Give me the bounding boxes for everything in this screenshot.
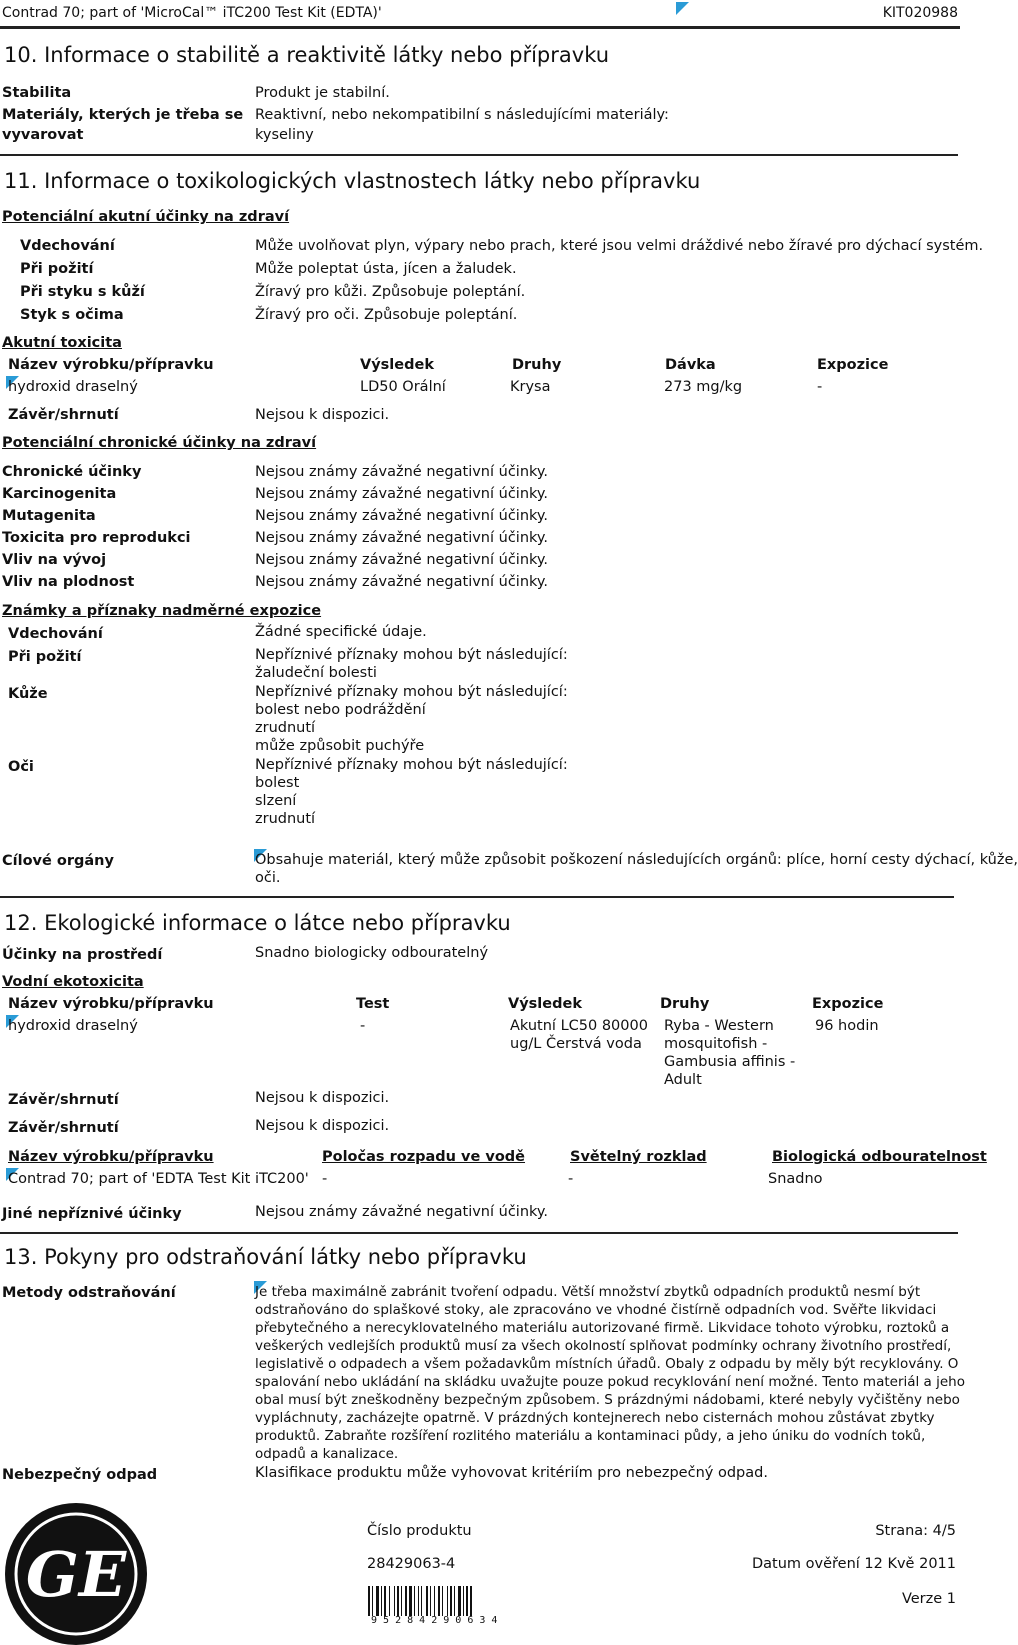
degr-cell: Snadno (768, 1171, 823, 1187)
barcode-bar (458, 1586, 461, 1616)
symptom-value (255, 756, 568, 828)
symptom-label: Oči (8, 759, 34, 775)
section-13-title: 13. Pokyny pro odstraňování látky nebo přípravku (4, 1245, 527, 1269)
barcode-bar (426, 1586, 428, 1616)
barcode-bar (409, 1586, 412, 1616)
chronic-value: Nejsou známy závažné negativní účinky. (255, 486, 549, 502)
degr-header-cell: Poločas rozpadu ve vodě (322, 1149, 526, 1165)
eco-result-line: ug/L Čerstvá voda (510, 1036, 642, 1052)
zaver-value: Nejsou k dispozici. (255, 407, 390, 423)
tox-cell: hydroxid draselný (8, 379, 138, 395)
section-11-title: 11. Informace o toxikologických vlastnostech látky nebo přípravku (4, 169, 701, 193)
barcode-bar (384, 1586, 386, 1616)
acute-toxicity-heading: Akutní toxicita (2, 335, 122, 351)
barcode-bar (381, 1586, 382, 1616)
symptom-label: Kůže (8, 686, 48, 702)
chronic-value: Nejsou známy závažné negativní účinky. (255, 508, 549, 524)
materialy-label (2, 106, 243, 144)
barcode-bar (394, 1586, 395, 1616)
barcode-bar (418, 1586, 419, 1616)
barcode-bar (405, 1586, 407, 1616)
tox-header-cell: Druhy (512, 357, 562, 373)
chronic-label: Karcinogenita (2, 486, 117, 502)
symptom-value: Žádné specifické údaje. (255, 624, 427, 640)
zaver-value: Nejsou k dispozici. (255, 1118, 390, 1134)
nebezpecny-label: Nebezpečný odpad (2, 1467, 158, 1483)
degr-cell: Contrad 70; part of 'EDTA Test Kit iTC200' (8, 1171, 309, 1187)
barcode-bar (454, 1586, 455, 1616)
barcode-bar (450, 1586, 452, 1616)
ucinky-label: Účinky na prostředí (2, 947, 163, 963)
materialy-label-line: Materiály, kterých je třeba se (2, 107, 244, 123)
section-10-title: 10. Informace o stabilitě a reaktivitě látky nebo přípravku (4, 43, 610, 67)
chronic-label: Mutagenita (2, 508, 96, 524)
zaver-value: Nejsou k dispozici. (255, 1090, 390, 1106)
metody-line: vypláchnuty, zacházejte opatrně. V prázdných kontejnerech nebo cisternách mohou zůstávat zbytky (255, 1410, 935, 1426)
chronic-value: Nejsou známy závažné negativní účinky. (255, 530, 549, 546)
materialy-value-line: kyseliny (255, 127, 314, 143)
tox-cell: Krysa (510, 379, 551, 395)
symptoms-heading: Známky a příznaky nadměrné expozice (2, 603, 322, 619)
chronic-label: Vliv na vývoj (2, 552, 107, 568)
eco-header-cell: Druhy (660, 996, 710, 1012)
tox-header-cell: Dávka (665, 357, 716, 373)
jine-label: Jiné nepříznivé účinky (2, 1206, 182, 1222)
barcode-bar (389, 1586, 390, 1616)
metody-line: legislativě o odpadech a všem požadavkům místních úřadů. Obaly z odpadu by měly být recyklovány. O (255, 1356, 959, 1372)
ge-logo-text: GE (25, 1538, 127, 1611)
barcode-bar (438, 1586, 440, 1616)
metody-line: přebytečného a nerecyklovatelného materiálu autorizované firmě. Likvidace tohoto výrobku, roztoků a (255, 1320, 950, 1336)
acute-effects-heading: Potenciální akutní účinky na zdraví (2, 209, 290, 225)
eco-cell: hydroxid draselný (8, 1018, 138, 1034)
tox-cell: LD50 Orální (360, 379, 446, 395)
chronic-label: Vliv na plodnost (2, 574, 135, 590)
symptom-value (255, 646, 568, 682)
tox-header-cell: Výsledek (360, 357, 434, 373)
document-code: KIT020988 (882, 5, 958, 21)
eco-result-line: Akutní LC50 80000 (510, 1018, 648, 1034)
acute-label: Při požití (20, 261, 94, 277)
acute-label: Při styku s kůží (20, 284, 145, 300)
nebezpecny-value: Klasifikace produktu může vyhovovat kritériím pro nebezpečný odpad. (255, 1465, 768, 1481)
metody-line: odpadů a kanalizace. (255, 1446, 399, 1462)
acute-value: Může uvolňovat plyn, výpary nebo prach, které jsou velmi dráždivé nebo žíravé pro dýchací systém. (255, 238, 984, 254)
cilove-line: Obsahuje materiál, který může způsobit poškození následujících orgánů: plíce, horní cesty dýchací, kůže, (255, 852, 1018, 868)
symptom-line: zrudnutí (255, 811, 316, 827)
eco-cell: - (360, 1018, 366, 1034)
symptom-line: Nepříznivé příznaky mohou být následující: (255, 757, 568, 773)
eco-species-line: Adult (664, 1072, 702, 1088)
strana: Strana: 4/5 (875, 1523, 956, 1539)
barcode-bar (397, 1586, 399, 1616)
barcode-bar (401, 1586, 402, 1616)
tox-header-cell: Expozice (817, 357, 889, 373)
chronic-value: Nejsou známy závažné negativní účinky. (255, 574, 549, 590)
barcode-bar (414, 1586, 415, 1616)
metody-line: produktů. Zabraňte rozšíření rozlitého materiálu a kontaminaci půdy, a jeho úniku do vodních toků, (255, 1428, 926, 1444)
section-rule (0, 1232, 958, 1234)
metody-line: spalování nebo ukládání na skládku uvažujte pouze pokud recyklování není možné. Tento materiál a jeho (255, 1374, 965, 1390)
barcode (367, 1586, 507, 1628)
metody-line: obal musí být zneškodněny bezpečným způsobem. S prázdnými nádobami, které nebyly vyčištěny nebo (255, 1392, 960, 1408)
chronic-value: Nejsou známy závažné negativní účinky. (255, 552, 549, 568)
section-12-title: 12. Ekologické informace o látce nebo přípravku (4, 911, 511, 935)
metody-line: veškerých vedlejších produktů musí za všech okolností splňovat podmínky ochrany životního prostředí, (255, 1338, 952, 1354)
eco-species-line: Gambusia affinis - (664, 1054, 796, 1070)
eco-header-cell: Expozice (812, 996, 884, 1012)
symptom-line: může způsobit puchýře (255, 738, 425, 754)
barcode-bar (447, 1586, 448, 1616)
eco-species-line: mosquitofish - (664, 1036, 768, 1052)
symptom-line: bolest nebo podráždění (255, 702, 426, 718)
cislo-produktu-label: Číslo produktu (367, 1523, 472, 1539)
symptom-label: Vdechování (8, 626, 103, 642)
eco-cell: 96 hodin (815, 1018, 879, 1034)
symptom-line: zrudnutí (255, 720, 316, 736)
acute-value: Žíravý pro kůži. Způsobuje poleptání. (255, 284, 526, 300)
barcode-bar (372, 1586, 373, 1616)
zaver-label: Závěr/shrnutí (8, 1092, 119, 1108)
symptom-line: Nepříznivé příznaky mohou být následující: (255, 684, 568, 700)
materialy-value (255, 106, 669, 144)
verze: Verze 1 (901, 1591, 956, 1607)
metody-line: Je třeba maximálně zabránit tvoření odpadu. Větší množství zbytků odpadních produktů nesmí být (255, 1284, 921, 1300)
cilove-value (255, 851, 1018, 887)
acute-value: Může poleptat ústa, jícen a žaludek. (255, 261, 517, 277)
cislo-produktu-value: 28429063-4 (367, 1556, 456, 1572)
tox-cell: - (817, 379, 823, 395)
jine-value: Nejsou známy závažné negativní účinky. (255, 1204, 549, 1220)
section-rule (0, 896, 954, 898)
barcode-bar (463, 1586, 464, 1616)
zaver-label: Závěr/shrnutí (8, 1120, 119, 1136)
eco-species-line: Ryba - Western (664, 1018, 774, 1034)
symptom-line: Nepříznivé příznaky mohou být následující: (255, 647, 568, 663)
datum-overeni: Datum ověření 12 Kvě 2011 (751, 1556, 956, 1572)
barcode-bar (434, 1586, 435, 1616)
degr-cell: - (568, 1171, 574, 1187)
materialy-value-line: Reaktivní, nebo nekompatibilní s následujícími materiály: (255, 107, 669, 123)
stabilita-label: Stabilita (2, 85, 72, 101)
chronic-label: Toxicita pro reprodukci (2, 530, 191, 546)
eco-header-cell: Výsledek (508, 996, 582, 1012)
acute-label: Vdechování (20, 238, 115, 254)
chronic-label: Chronické účinky (2, 464, 142, 480)
degr-header-cell: Biologická odbouratelnost (772, 1149, 987, 1165)
section-rule (0, 154, 958, 156)
chronic-value: Nejsou známy závažné negativní účinky. (255, 464, 549, 480)
metody-value (255, 1283, 965, 1463)
eco-header-cell: Název výrobku/přípravku (8, 996, 214, 1012)
ucinky-value: Snadno biologicky odbouratelný (255, 945, 489, 961)
header-rule (0, 26, 960, 29)
zaver-label: Závěr/shrnutí (8, 407, 119, 423)
ge-logo (2, 1500, 150, 1645)
metody-label: Metody odstraňování (2, 1285, 176, 1301)
barcode-bar (466, 1586, 468, 1616)
barcode-digits: 9 5 2 8 4 2 9 0 6 3 4 (371, 1615, 498, 1626)
tox-cell: 273 mg/kg (664, 379, 743, 395)
materialy-label-line: vyvarovat (2, 127, 84, 143)
tox-header-cell: Název výrobku/přípravku (8, 357, 214, 373)
symptom-label: Při požití (8, 649, 82, 665)
vodni-ekotoxicita-heading: Vodní ekotoxicita (2, 974, 144, 990)
symptom-value (255, 683, 568, 755)
barcode-bar (430, 1586, 431, 1616)
cilove-line: oči. (255, 870, 281, 886)
acute-label: Styk s očima (20, 307, 124, 323)
barcode-bar (368, 1586, 370, 1616)
barcode-bar (470, 1586, 472, 1616)
degr-header-cell: Světelný rozklad (570, 1149, 707, 1165)
barcode-bar (376, 1586, 379, 1616)
barcode-bar (442, 1586, 443, 1616)
eco-header-cell: Test (356, 996, 390, 1012)
eco-cell (510, 1017, 648, 1053)
eco-cell (664, 1017, 795, 1089)
symptom-line: slzení (255, 793, 297, 809)
degr-cell: - (322, 1171, 328, 1187)
cilove-label: Cílové orgány (2, 853, 114, 869)
chronic-effects-heading: Potenciální chronické účinky na zdraví (2, 435, 317, 451)
metody-line: odstraňováno do splaškové stoky, ale zpracováno ve vhodné čistírně odpadních vod. Svěřte likvidaci (255, 1302, 937, 1318)
degr-header-cell: Název výrobku/přípravku (8, 1149, 214, 1165)
stabilita-value: Produkt je stabilní. (255, 85, 390, 101)
barcode-bars (367, 1586, 507, 1616)
symptom-line: bolest (255, 775, 300, 791)
symptom-line: žaludeční bolesti (255, 665, 377, 681)
barcode-bar (421, 1586, 422, 1616)
document-title: Contrad 70; part of 'MicroCal™ iTC200 Test Kit (EDTA)' (2, 5, 382, 21)
marker-icon (676, 2, 689, 15)
acute-value: Žíravý pro oči. Způsobuje poleptání. (255, 307, 518, 323)
